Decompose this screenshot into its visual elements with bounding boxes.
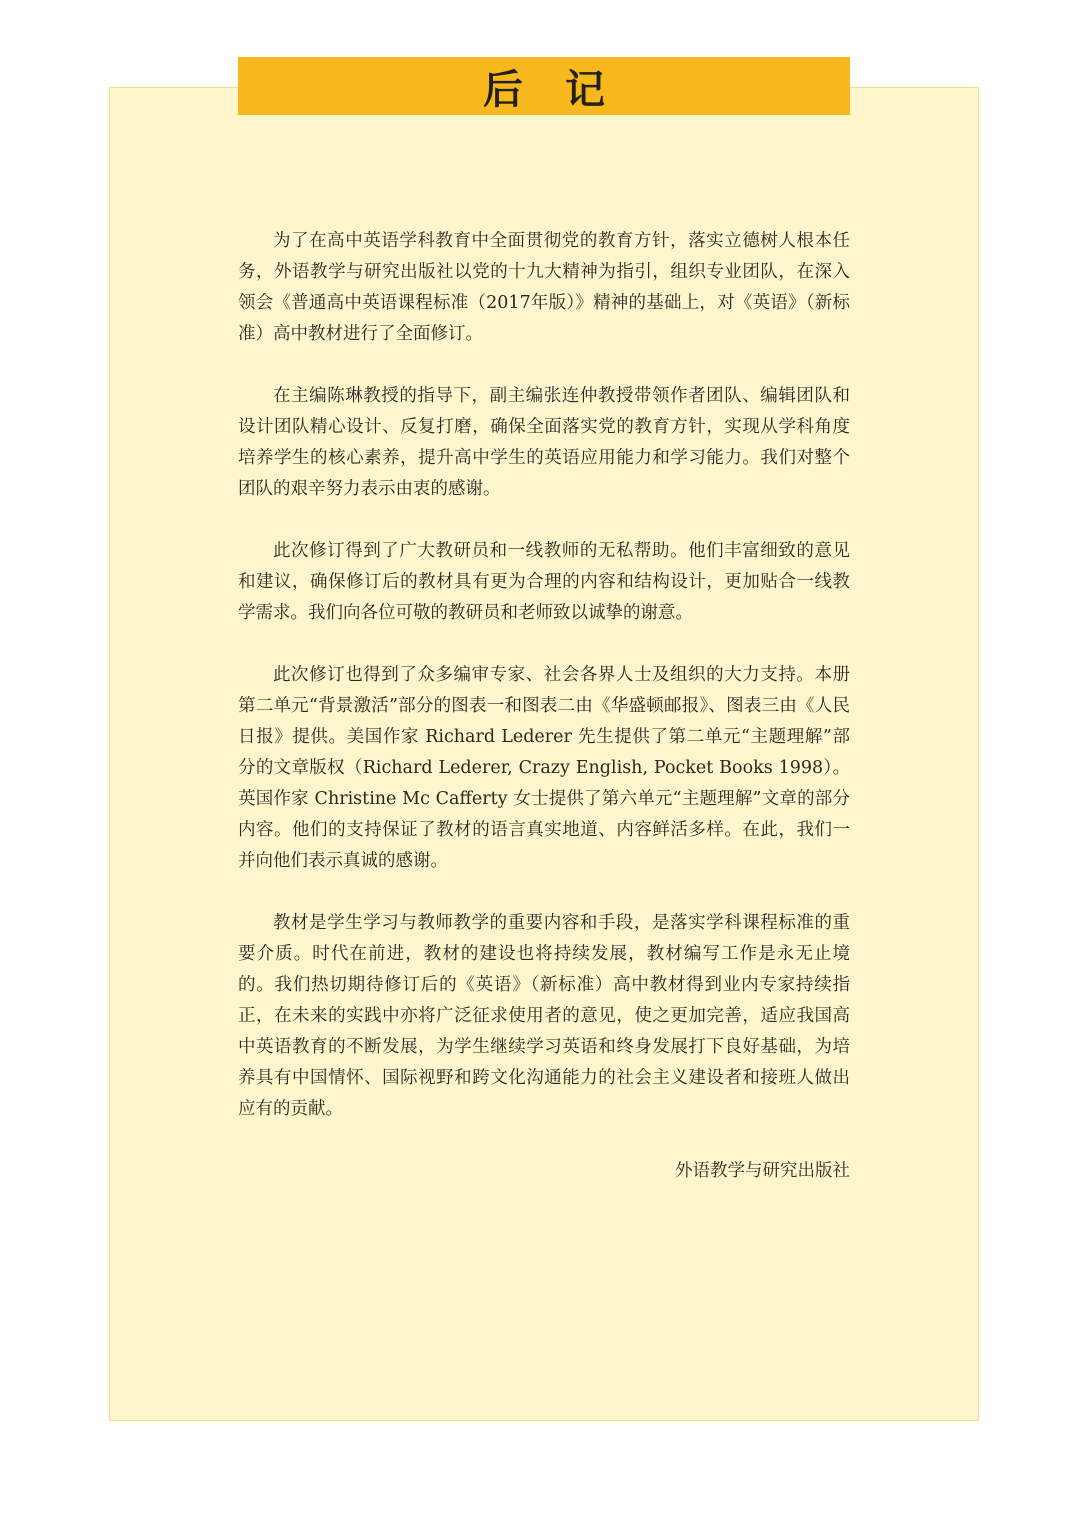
paragraph-3: 此次修订得到了广大教研员和一线教师的无私帮助。他们丰富细致的意见和建议，确保修订后的教材具有更为合理的内容和结构设计，更加贴合一线教学需求。我们向各位可敬的教研员和老师致以诚挚的谢意。 [238,541,850,623]
title-banner [238,57,850,115]
publisher-signature: 外语教学与研究出版社 [675,1161,850,1181]
paragraph-2: 在主编陈琳教授的指导下，副主编张连仲教授带领作者团队、编辑团队和设计团队精心设计、反复打磨，确保全面落实党的教育方针，实现从学科角度培养学生的核心素养，提升高中学生的英语应用能力和学习能力。我们对整个团队的艰辛努力表示由衷的感谢。 [238,386,850,499]
page-title: 后 记 [483,66,619,113]
paragraph-1: 为了在高中英语学科教育中全面贯彻党的教育方针，落实立德树人根本任务，外语教学与研究出版社以党的十九大精神为指引，组织专业团队，在深入领会《普通高中英语课程标准（2017年版）》精神的基础上，对《英语》（新标准）高中教材进行了全面修订。 [238,231,850,344]
paragraph-4: 此次修订也得到了众多编审专家、社会各界人士及组织的大力支持。本册第二单元“背景激活”部分的图表一和图表二由《华盛顿邮报》、图表三由《人民日报》提供。美国作家 Richard Lederer 先生提供了第二单元“主题理解”部分的文章版权（Richard Lederer, Crazy English, Pocket Books 1998）。英国作家 Christine Mc Cafferty 女士提供了第六单元“主题理解”文章的部分内容。他们的支持保证了教材的语言真实地道、内容鲜活多样。在此，我们一并向他们表示真诚的感谢。 [238,665,850,871]
afterword-body [238,226,850,1187]
paragraph-5: 教材是学生学习与教师教学的重要内容和手段，是落实学科课程标准的重要介质。时代在前进，教材的建设也将持续发展，教材编写工作是永无止境的。我们热切期待修订后的《英语》（新标准）高中教材得到业内专家持续指正，在未来的实践中亦将广泛征求使用者的意见，使之更加完善，适应我国高中英语教育的不断发展，为学生继续学习英语和终身发展打下良好基础，为培养具有中国情怀、国际视野和跨文化沟通能力的社会主义建设者和接班人做出应有的贡献。 [238,913,850,1119]
